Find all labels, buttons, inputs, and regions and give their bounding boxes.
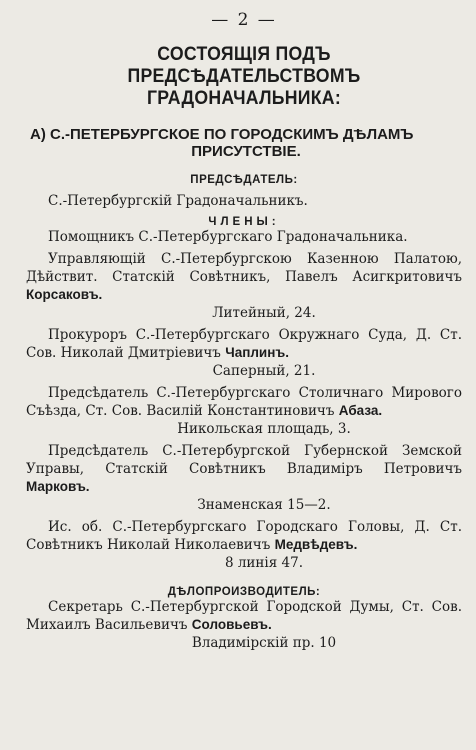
clerk-text: Секретарь С.-Петербургской Городской Думы, Ст. Сов. Михаилъ Васильевичъ [26,599,462,633]
member-text: Предсѣдатель С.-Петербургской Губернской Земской Управы, Статскій Совѣтникъ Владиміръ Петровичъ [26,443,462,477]
member-name: Марковъ. [26,479,90,494]
section-line-1: А) С.-ПЕТЕРБУРГСКОЕ ПО ГОРОДСКИМЪ ДѢЛАМЪ [30,126,414,143]
page-number: — 2 — [211,10,277,30]
member-entry [26,228,462,246]
chairman-text: С.-Петербургскій Градоначальникъ. [48,193,308,209]
member-text: Управляющій С.-Петербургскою Казенною Палатою, Дѣйствит. Статскій Совѣтникъ, Павелъ Асигкритовичъ [26,251,462,285]
member-text: Предсѣдатель С.-Петербургскаго Столичнаго Мирового Съѣзда, Ст. Сов. Василій Константиновичъ [26,385,462,419]
member-text: Прокуроръ С.-Петербургскаго Окружнаго Суда, Д. Ст. Сов. Николай Дмитріевичъ [26,327,462,361]
member-text: Помощникъ С.-Петербургскаго Градоначальника. [48,229,408,245]
page-heading [41,44,446,110]
member-entry [26,384,462,420]
member-entry [26,250,462,304]
member-address: Саперный, 21. [212,363,316,379]
heading-line-2: ГРАДОНАЧАЛЬНИКА: [146,88,342,109]
clerk-address: Владимірскій пр. 10 [191,635,337,651]
section-line-2: ПРИСУТСТВІЕ. [191,143,301,160]
chairman-label: ПРЕДСѢДАТЕЛЬ: [190,174,298,186]
member-name: Абаза. [338,403,383,418]
member-name: Медвѣдевъ. [274,537,358,552]
member-text: Ис. об. С.-Петербургскаго Городскаго Головы, Д. Ст. Совѣтникъ Николай Николаевичъ [26,519,462,553]
member-address: 8 линія 47. [224,555,304,571]
member-name: Чаплинъ. [225,345,289,360]
heading-line-1: СОСТОЯЩІЯ ПОДЪ ПРЕДСѢДАТЕЛЬСТВОМЪ [127,44,361,87]
member-address: Литейный, 24. [212,305,316,321]
member-address: Знаменская 15—2. [197,497,331,513]
member-entry [26,326,462,362]
member-name: Корсаковъ. [26,287,103,302]
clerk-name: Соловьевъ. [191,617,272,632]
members-label: ЧЛЕНЫ: [208,216,280,228]
member-entry [26,442,462,496]
member-entry [26,518,462,554]
clerk-label: ДѢЛОПРОИЗВОДИТЕЛЬ: [167,586,321,598]
section-heading [26,126,462,160]
member-address: Никольская площадь, 3. [177,421,351,437]
clerk-entry [26,598,462,634]
